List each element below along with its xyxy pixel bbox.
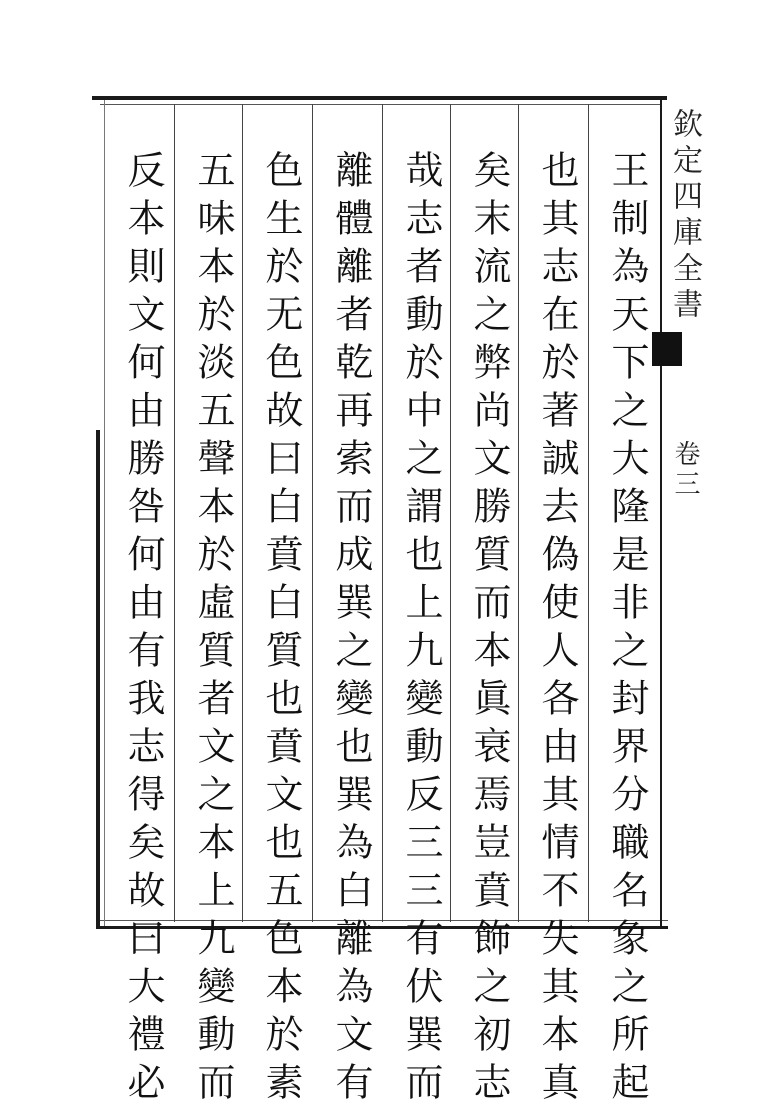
column-divider	[174, 104, 175, 922]
frame-left-border	[96, 430, 100, 928]
text-column-6: 色生於无色故曰白賁白質也賁文也五色本於素	[259, 150, 303, 1110]
column-divider	[518, 104, 519, 922]
column-divider	[242, 104, 243, 922]
column-divider	[450, 104, 451, 922]
text-column-3: 矣末流之弊尚文勝質而本眞衰焉豈賁飾之初志	[467, 150, 511, 1110]
text-column-1: 王制為天下之大隆是非之封界分職名象之所起	[605, 150, 649, 1110]
margin-book-title: 欽定四庫全書	[667, 108, 702, 324]
text-column-8: 反本則文何由勝咎何由有我志得矣故曰大禮必	[121, 150, 165, 1110]
column-divider	[588, 104, 589, 922]
text-column-4: 哉志者動於中之謂也上九變動反三三有伏巽而	[399, 150, 443, 1110]
frame-top-inner-border	[100, 104, 660, 105]
frame-left-inner-border	[104, 100, 105, 926]
column-divider	[382, 104, 383, 922]
frame-top-border	[92, 96, 667, 100]
text-column-2: 也其志在於著誠去偽使人各由其情不失其本真	[535, 150, 579, 1110]
text-column-5: 離體離者乾再索而成巽之變也巽為白離為文有	[329, 150, 373, 1110]
text-column-7: 五味本於淡五聲本於虛質者文之本上九變動而	[191, 150, 235, 1110]
column-divider	[312, 104, 313, 922]
fishtail-mark	[652, 332, 682, 366]
margin-volume-label: 卷三	[670, 440, 700, 500]
frame-right-border	[660, 98, 662, 928]
